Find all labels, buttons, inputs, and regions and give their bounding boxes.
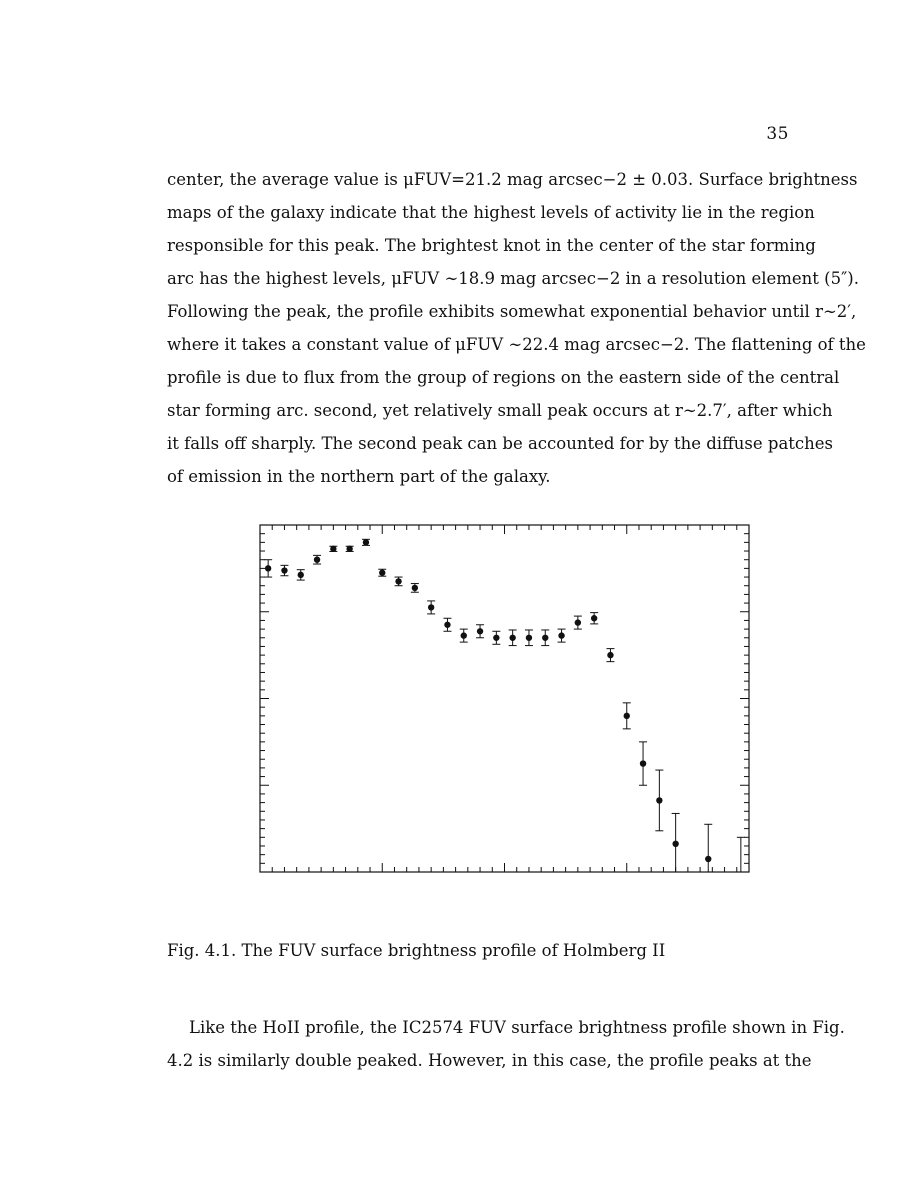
data-point (623, 703, 631, 729)
surface-brightness-chart (256, 522, 752, 874)
data-point (443, 618, 451, 631)
data-point (574, 616, 582, 629)
text-line: center, the average value is μFUV=21.2 mag arcsec−2 ± 0.03. Surface brightness (167, 170, 858, 189)
point-marker (314, 557, 320, 563)
data-point (264, 560, 272, 577)
data-point (737, 837, 745, 872)
data-point (704, 824, 712, 872)
data-point (541, 630, 549, 646)
point-marker (705, 856, 711, 862)
data-point (672, 813, 680, 872)
text-line: Like the HoII profile, the IC2574 FUV surface brightness profile shown in Fig. (189, 1018, 845, 1037)
data-point (378, 569, 386, 576)
point-marker (395, 578, 401, 584)
point-marker (558, 632, 564, 638)
data-point (476, 625, 484, 638)
data-point (395, 577, 403, 586)
data-point (280, 565, 288, 575)
point-marker (444, 622, 450, 628)
point-marker (607, 652, 613, 658)
point-marker (493, 635, 499, 641)
point-marker (330, 546, 336, 552)
paragraph-2 (167, 1011, 845, 1077)
point-marker (640, 760, 646, 766)
point-marker (346, 546, 352, 552)
point-marker (542, 635, 548, 641)
text-line: Following the peak, the profile exhibits somewhat exponential behavior until r∼2′, (167, 302, 857, 321)
figure-4-1 (256, 522, 752, 874)
data-point (346, 546, 354, 552)
point-marker (461, 632, 467, 638)
point-marker (672, 841, 678, 847)
data-point (492, 631, 500, 644)
data-point (362, 539, 370, 545)
text-line: where it takes a constant value of μFUV ∼22.4 mag arcsec−2. The flattening of the (167, 335, 866, 354)
text-line: star forming arc. second, yet relatively small peak occurs at r∼2.7′, after which (167, 401, 833, 420)
data-point (590, 613, 598, 624)
data-points (264, 539, 745, 872)
data-point (525, 630, 533, 646)
point-marker (526, 635, 532, 641)
data-point (411, 584, 419, 593)
data-point (329, 546, 337, 552)
data-point (558, 629, 566, 642)
data-point (297, 570, 305, 580)
figure-caption: Fig. 4.1. The FUV surface brightness profile of Holmberg II (167, 941, 666, 960)
point-marker (281, 567, 287, 573)
data-point (460, 629, 468, 642)
point-marker (412, 585, 418, 591)
point-marker (591, 615, 597, 621)
point-marker (477, 628, 483, 634)
page-number: 35 (766, 124, 789, 144)
text-line: maps of the galaxy indicate that the highest levels of activity lie in the region (167, 203, 815, 222)
point-marker (656, 797, 662, 803)
point-marker (265, 565, 271, 571)
data-point (606, 649, 614, 662)
data-point (655, 770, 663, 831)
text-line: profile is due to flux from the group of regions on the eastern side of the central (167, 368, 840, 387)
text-line: arc has the highest levels, μFUV ∼18.9 mag arcsec−2 in a resolution element (5″). (167, 269, 859, 288)
data-point (509, 630, 517, 646)
point-marker (379, 570, 385, 576)
text-line: it falls off sharply. The second peak can be accounted for by the diffuse patches (167, 434, 834, 453)
data-point (313, 555, 321, 564)
data-point (427, 601, 435, 614)
point-marker (575, 619, 581, 625)
point-marker (509, 635, 515, 641)
text-line: of emission in the northern part of the galaxy. (167, 467, 551, 486)
point-marker (624, 713, 630, 719)
paragraph-1 (167, 163, 866, 493)
data-point (639, 742, 647, 785)
point-marker (298, 572, 304, 578)
text-line: 4.2 is similarly double peaked. However, in this case, the profile peaks at the (167, 1051, 812, 1070)
point-marker (428, 604, 434, 610)
point-marker (363, 539, 369, 545)
text-line: responsible for this peak. The brightest knot in the center of the star forming (167, 236, 816, 255)
